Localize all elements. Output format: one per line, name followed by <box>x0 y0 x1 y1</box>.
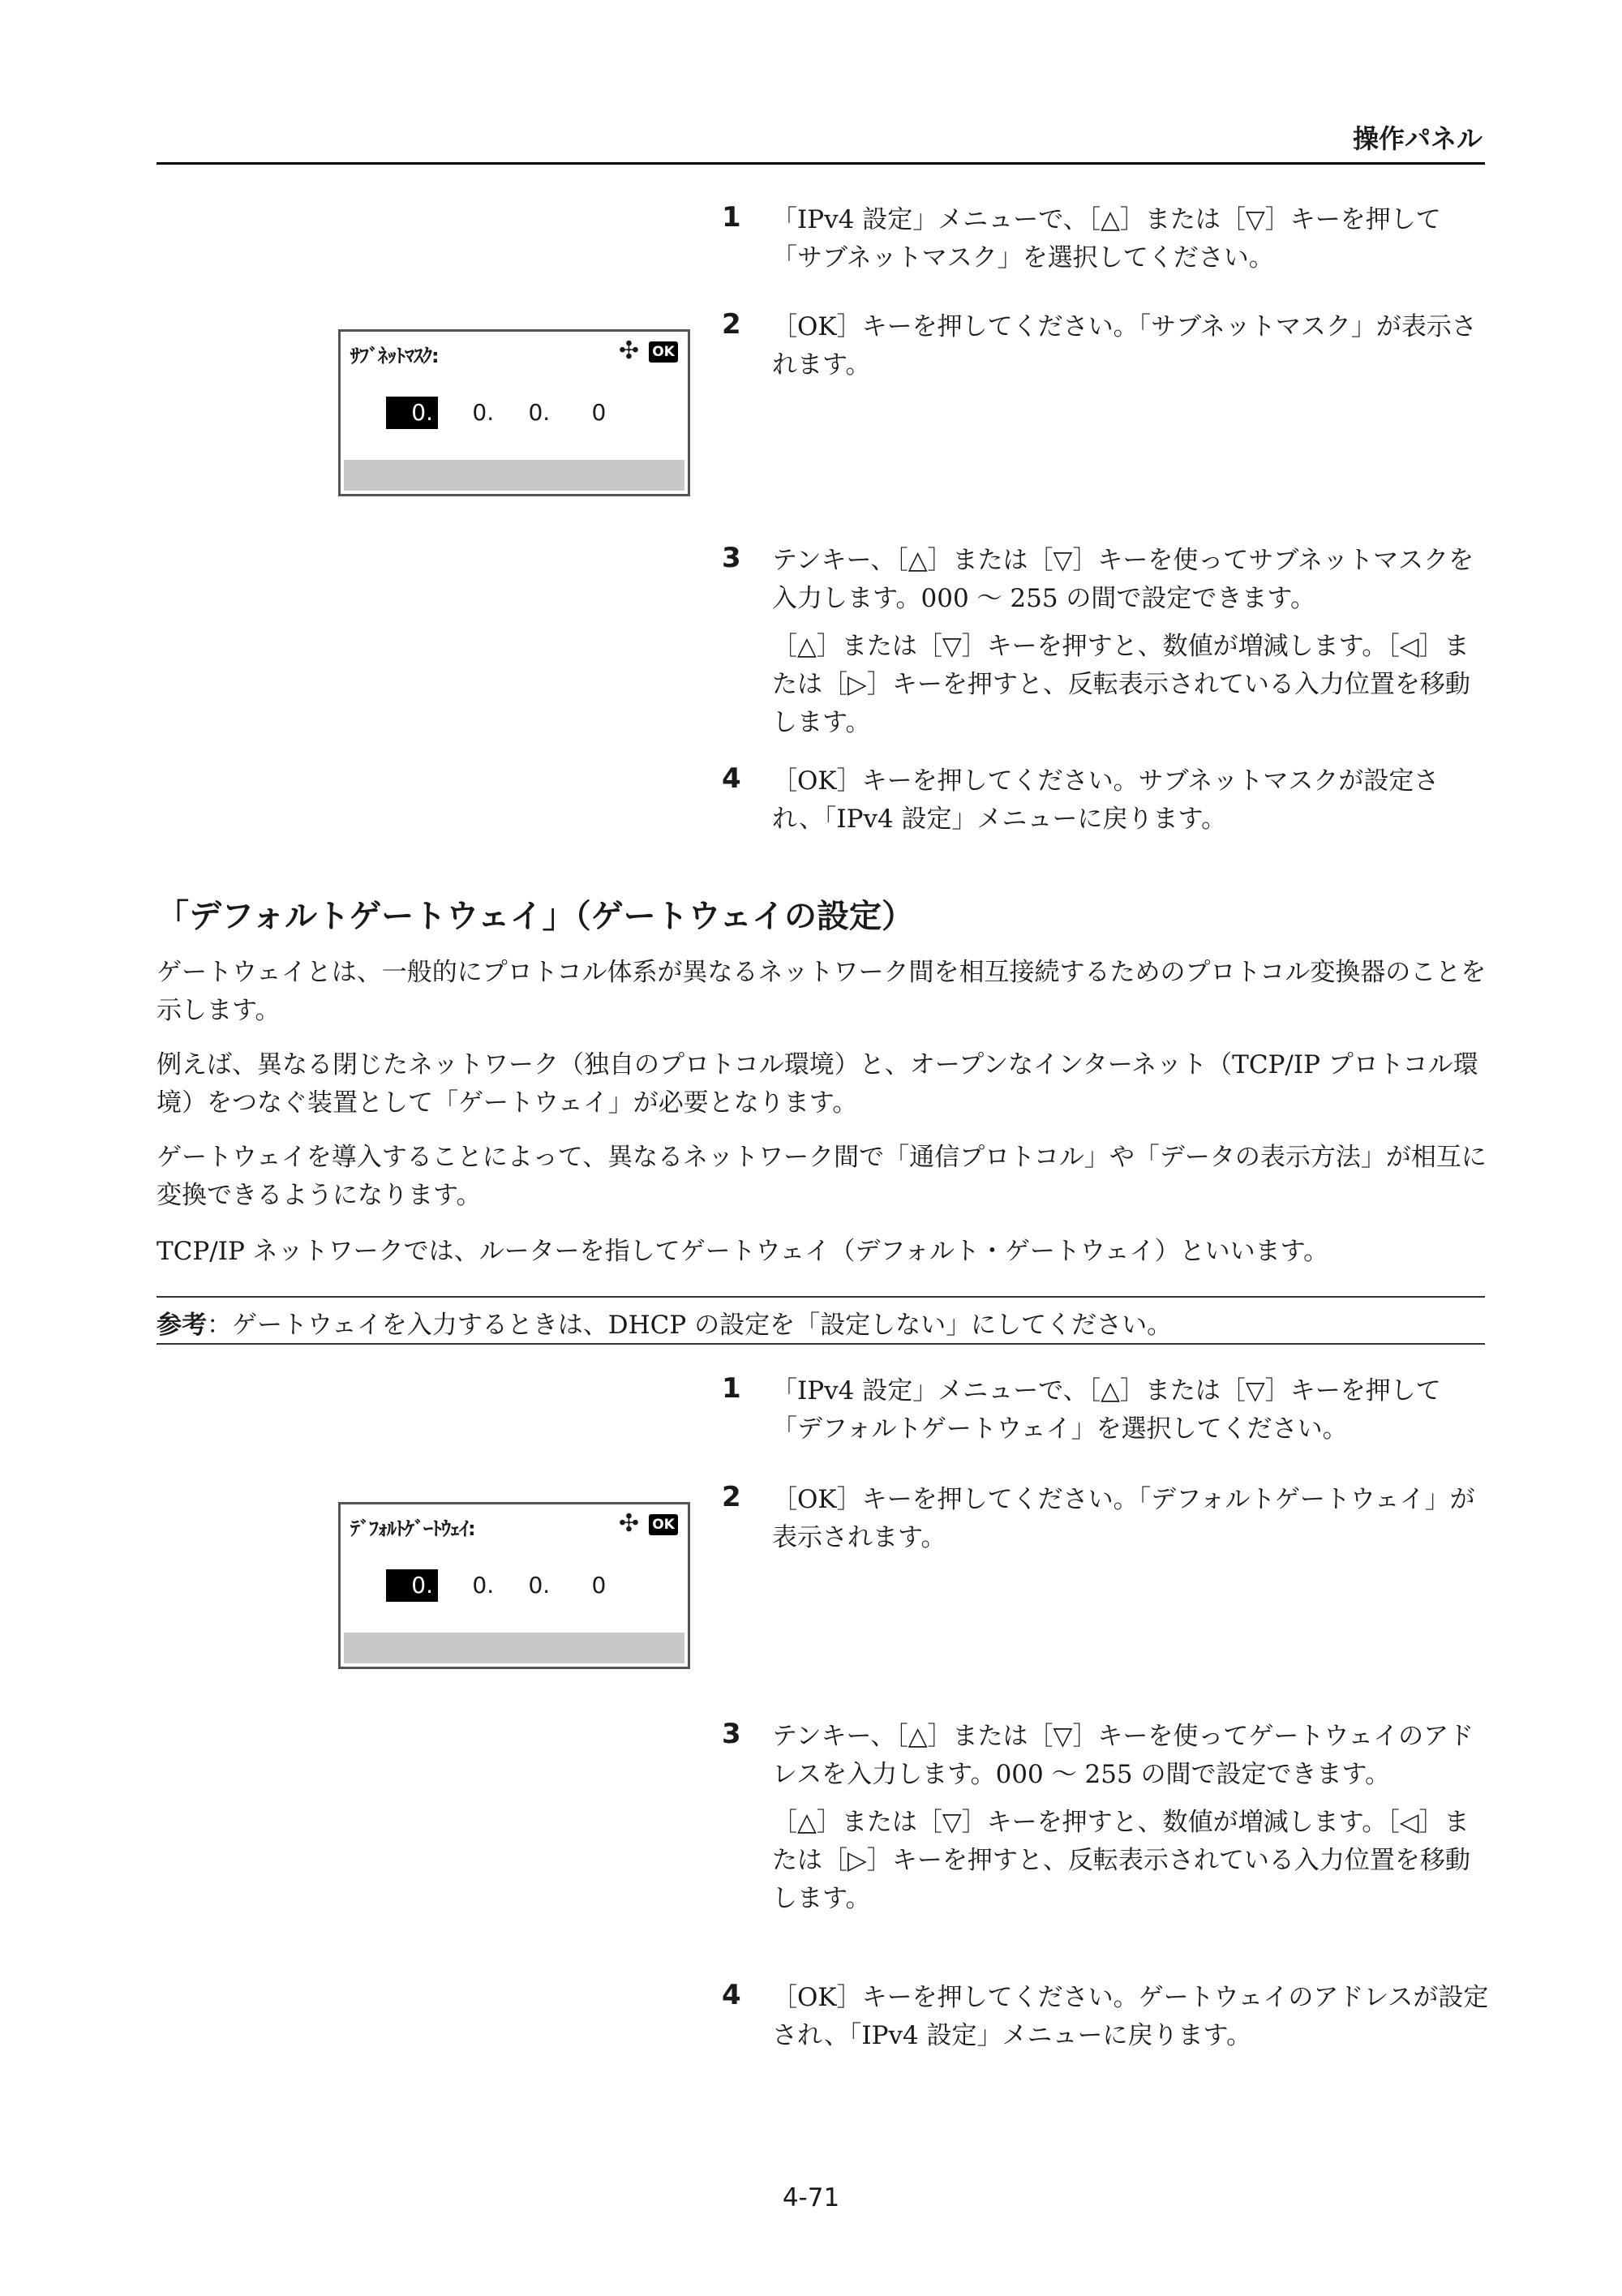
paragraph-text: 例えば、異なる閉じたネットワーク（独自のプロトコル環境）と、オープンなインターネット（TCP/IP プロトコル環境）をつなぐ装置として「ゲートウェイ」が必要となります。 <box>157 1050 1478 1118</box>
step-number: 4 <box>722 1979 741 2011</box>
lcd-octet: 0. <box>528 399 551 426</box>
step-text: ［OK］キーを押してください。「デフォルトゲートウェイ」が表示されます。 <box>772 1485 1475 1552</box>
subnet-lcd-screen <box>338 329 690 496</box>
step-text: テンキー、［△］または［▽］キーを使ってゲートウェイのアドレスを入力します。000 〜 255 の間で設定できます。 <box>772 1722 1474 1789</box>
ok-icon: OK <box>649 1514 678 1535</box>
body-paragraph <box>157 1046 1491 1122</box>
lcd-address-field <box>386 397 606 429</box>
page-header-title: 操作パネル <box>1352 123 1483 154</box>
body-paragraph <box>157 1233 1491 1271</box>
step-text: 「IPv4 設定」メニューで、［△］または［▽］キーを押して「サブネットマスク」を選択してください。 <box>772 205 1441 273</box>
subnet-step-2 <box>722 308 1491 384</box>
step-number: 3 <box>722 1718 741 1750</box>
gateway-lcd-screen <box>338 1502 690 1669</box>
step-text: ［△］または［▽］キーを押すと、数値が増減します。［◁］または［▷］キーを押すと、反転表示されている入力位置を移動します。 <box>772 1808 1470 1913</box>
step-number: 1 <box>722 201 741 234</box>
note-label: 参考 <box>157 1311 207 1340</box>
header-rule <box>157 162 1485 165</box>
subnet-step-4 <box>722 762 1491 839</box>
gateway-step-4 <box>722 1979 1491 2055</box>
lcd-octet: 0. <box>528 1572 551 1599</box>
step-text: 「IPv4 設定」メニューで、［△］または［▽］キーを押して「デフォルトゲートウェイ」を選択してください。 <box>772 1376 1441 1444</box>
step-text: テンキー、［△］または［▽］キーを使ってサブネットマスクを入力します。000 〜 255 の間で設定できます。 <box>772 546 1474 613</box>
paragraph-text: ゲートウェイを導入することによって、異なるネットワーク間で「通信プロトコル」や「データの表示方法」が相互に変換できるようになります。 <box>157 1143 1487 1210</box>
ok-icon: OK <box>649 341 678 363</box>
subnet-step-1 <box>722 201 1491 277</box>
lcd-status-bar <box>344 460 684 491</box>
lcd-octet-selected: 0. <box>386 397 438 429</box>
lcd-label: ﾃﾞﾌｫﾙﾄｹﾞｰﾄｳｪｲ: <box>350 1517 475 1540</box>
lcd-address-field <box>386 1569 606 1602</box>
subnet-step-3 <box>722 542 1491 742</box>
step-number: 3 <box>722 542 741 574</box>
note-text: ：ゲートウェイを入力するときは、DHCP の設定を「設定しない」にしてください。 <box>207 1311 1173 1340</box>
page-number: 4-71 <box>782 2183 840 2212</box>
lcd-status-bar <box>344 1633 684 1663</box>
lcd-label: ｻﾌﾞﾈｯﾄﾏｽｸ: <box>350 345 439 367</box>
step-text: ［△］または［▽］キーを押すと、数値が増減します。［◁］または［▷］キーを押すと、反転表示されている入力位置を移動します。 <box>772 632 1470 737</box>
body-paragraph <box>157 954 1491 1030</box>
gateway-step-3 <box>722 1718 1491 1918</box>
section-heading: 「デフォルトゲートウェイ」（ゲートウェイの設定） <box>157 898 914 935</box>
lcd-octet-selected: 0. <box>386 1569 438 1602</box>
gateway-step-1 <box>722 1372 1491 1448</box>
step-number: 1 <box>722 1372 741 1405</box>
gateway-step-2 <box>722 1481 1491 1557</box>
step-number: 4 <box>722 762 741 795</box>
lcd-octet: 0. <box>472 1572 495 1599</box>
navigation-icon: ✣ <box>618 1509 639 1538</box>
step-text: ［OK］キーを押してください。「サブネットマスク」が表示されます。 <box>772 312 1477 380</box>
note-rule-top <box>157 1296 1485 1298</box>
lcd-octet: 0 <box>591 1572 607 1599</box>
step-number: 2 <box>722 1481 741 1513</box>
body-paragraph <box>157 1139 1491 1215</box>
note-rule-bottom <box>157 1343 1485 1345</box>
step-text: ［OK］キーを押してください。ゲートウェイのアドレスが設定され、「IPv4 設定」メニューに戻ります。 <box>772 1983 1489 2050</box>
paragraph-text: TCP/IP ネットワークでは、ルーターを指してゲートウェイ（デフォルト・ゲートウェイ）といいます。 <box>157 1237 1329 1266</box>
step-number: 2 <box>722 308 741 341</box>
lcd-octet: 0. <box>472 399 495 426</box>
paragraph-text: ゲートウェイとは、一般的にプロトコル体系が異なるネットワーク間を相互接続するためのプロトコル変換器のことを示します。 <box>157 958 1487 1025</box>
note <box>157 1304 1172 1341</box>
navigation-icon: ✣ <box>618 337 639 365</box>
lcd-octet: 0 <box>591 399 607 426</box>
step-text: ［OK］キーを押してください。サブネットマスクが設定され、「IPv4 設定」メニューに戻ります。 <box>772 766 1440 834</box>
